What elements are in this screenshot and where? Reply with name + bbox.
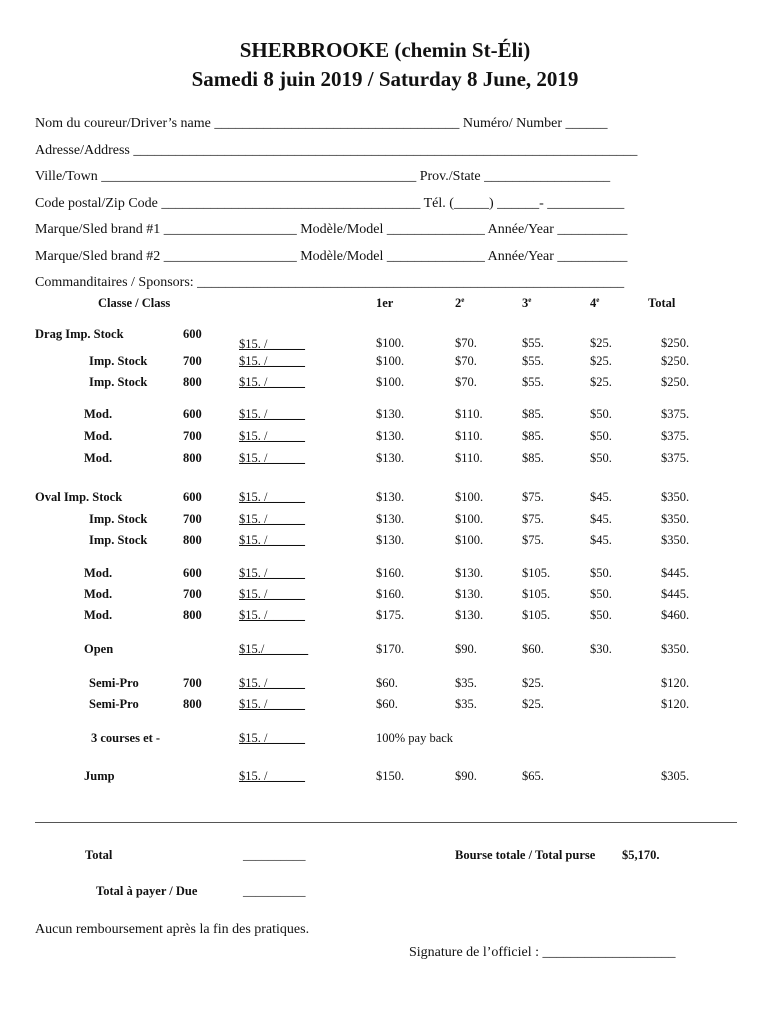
row-total: $445. (661, 587, 690, 601)
engine-size: 700 (183, 429, 202, 443)
total-field[interactable]: __________ (243, 848, 306, 862)
engine-size: 700 (183, 587, 202, 601)
engine-size: 800 (183, 697, 202, 711)
third-place-header: 3e (522, 296, 532, 311)
engine-size: 800 (183, 608, 202, 622)
prize-2: $130. (455, 566, 484, 580)
prize-4: $25. (590, 354, 612, 368)
total-purse-value: $5,170. (622, 848, 660, 862)
prize-2: $110. (455, 429, 483, 443)
fourth-place-header: 4e (590, 296, 600, 311)
official-signature-field[interactable]: Signature de l’officiel : ___________________ (409, 945, 676, 960)
prize-2: $70. (455, 375, 477, 389)
prize-4: $25. (590, 336, 612, 350)
prize-2: $100. (455, 512, 484, 526)
prize-3: $75. (522, 533, 544, 547)
prize-2: $110. (455, 451, 483, 465)
prize-2: $70. (455, 336, 477, 350)
prize-1: $130. (376, 429, 405, 443)
row-total: $250. (661, 375, 690, 389)
entry-fee-field[interactable]: $15. /______ (239, 731, 305, 745)
prize-3: $85. (522, 429, 544, 443)
class-label: Semi-Pro (89, 697, 139, 711)
prize-3: $55. (522, 336, 544, 350)
prize-4: $50. (590, 608, 612, 622)
prize-3: $105. (522, 608, 551, 622)
engine-size: 600 (183, 327, 202, 341)
address-field[interactable]: Adresse/Address ________________________________________________________________________ (35, 143, 638, 158)
entry-fee-field[interactable]: $15. /______ (239, 608, 305, 622)
prize-1: $130. (376, 490, 405, 504)
class-label: Open (84, 642, 114, 656)
prize-4: $25. (590, 375, 612, 389)
class-label: Mod. (84, 407, 113, 421)
engine-size: 800 (183, 375, 202, 389)
prize-1: $130. (376, 512, 405, 526)
postal-phone-field[interactable]: Code postal/Zip Code _____________________________________ Tél. (_____) ______- ___________ (35, 196, 625, 211)
prize-2: $90. (455, 769, 477, 783)
total-label: Total (85, 848, 113, 862)
prize-3: $25. (522, 697, 544, 711)
prize-4: $45. (590, 490, 612, 504)
prize-1: $160. (376, 566, 405, 580)
prize-4: $45. (590, 533, 612, 547)
prize-3: $105. (522, 587, 551, 601)
entry-fee-field[interactable]: $15. /______ (239, 375, 305, 389)
engine-size: 800 (183, 451, 202, 465)
row-total: $350. (661, 490, 690, 504)
prize-3: $25. (522, 676, 544, 690)
row-total: $120. (661, 676, 690, 690)
row-total: $375. (661, 407, 690, 421)
entry-fee-field[interactable]: $15. /______ (239, 429, 305, 443)
prize-3: $85. (522, 407, 544, 421)
entry-fee-field[interactable]: $15. /______ (239, 407, 305, 421)
prize-1: $170. (376, 642, 405, 656)
prize-1: $160. (376, 587, 405, 601)
class-label: 3 courses et - (91, 731, 161, 745)
amount-due-label: Total à payer / Due (96, 884, 198, 898)
prize-3: $75. (522, 512, 544, 526)
class-label: Jump (84, 769, 115, 783)
sled-brand-1-field[interactable]: Marque/Sled brand #1 ___________________ Modèle/Model ______________ Année/Year __________ (35, 222, 628, 237)
row-total: $350. (661, 533, 690, 547)
engine-size: 700 (183, 512, 202, 526)
prize-1: $60. (376, 676, 398, 690)
entry-fee-field[interactable]: $15. /______ (239, 697, 305, 711)
engine-size: 800 (183, 533, 202, 547)
prize-2: $130. (455, 608, 484, 622)
entry-fee-field[interactable]: $15. /______ (239, 490, 305, 504)
prize-2: $35. (455, 676, 477, 690)
amount-due-field[interactable]: __________ (243, 884, 306, 898)
prize-1: $130. (376, 451, 405, 465)
entry-fee-field[interactable]: $15. /______ (239, 354, 305, 368)
row-total: $305. (661, 769, 690, 783)
refund-policy: Aucun remboursement après la fin des pratiques. (35, 922, 310, 937)
row-total: $375. (661, 429, 690, 443)
prize-4: $50. (590, 566, 612, 580)
page-title: SHERBROOKE (chemin St-Éli) (239, 38, 531, 62)
class-header: Classe / Class (98, 296, 171, 310)
engine-size: 700 (183, 354, 202, 368)
first-place-header: 1er (376, 296, 394, 310)
sled-brand-2-field[interactable]: Marque/Sled brand #2 ___________________ Modèle/Model ______________ Année/Year __________ (35, 249, 628, 264)
entry-fee-field[interactable]: $15. /______ (239, 566, 305, 580)
prize-2: $110. (455, 407, 483, 421)
second-place-header: 2e (455, 296, 465, 311)
prize-1: $175. (376, 608, 405, 622)
prize-2: $70. (455, 354, 477, 368)
entry-fee-field[interactable]: $15. /______ (239, 676, 305, 690)
entry-fee-field[interactable]: $15. /______ (239, 533, 305, 547)
prize-4: $50. (590, 407, 612, 421)
class-label: Imp. Stock (89, 533, 148, 547)
prize-1: $100. (376, 354, 405, 368)
prize-3: $85. (522, 451, 544, 465)
row-total: $350. (661, 642, 690, 656)
prize-1: $100. (376, 375, 405, 389)
prize-2: $90. (455, 642, 477, 656)
prize-2: $100. (455, 490, 484, 504)
prize-2: $100. (455, 533, 484, 547)
prize-4: $50. (590, 587, 612, 601)
entry-fee-field[interactable]: $15. /______ (239, 769, 305, 783)
pay-back-note: 100% pay back (376, 731, 454, 745)
row-total: $375. (661, 451, 690, 465)
class-label: Semi-Pro (89, 676, 139, 690)
prize-1: $100. (376, 336, 405, 350)
total-purse-label: Bourse totale / Total purse (455, 848, 596, 862)
row-total: $445. (661, 566, 690, 580)
prize-4: $30. (590, 642, 612, 656)
prize-4: $45. (590, 512, 612, 526)
driver-name-field[interactable]: Nom du coureur/Driver’s name ___________________________________ Numéro/ Number ______ (35, 116, 608, 131)
prize-3: $65. (522, 769, 544, 783)
row-total: $250. (661, 354, 690, 368)
row-total: $250. (661, 336, 690, 350)
engine-size: 600 (183, 566, 202, 580)
prize-3: $55. (522, 375, 544, 389)
class-label: Imp. Stock (89, 375, 148, 389)
entry-fee-field[interactable]: $15. /______ (239, 337, 305, 351)
engine-size: 600 (183, 490, 202, 504)
entry-fee-field[interactable]: $15. /______ (239, 512, 305, 526)
prize-4: $50. (590, 429, 612, 443)
prize-1: $130. (376, 407, 405, 421)
page-subtitle-date: Samedi 8 juin 2019 / Saturday 8 June, 2019 (191, 67, 579, 91)
prize-1: $130. (376, 533, 405, 547)
prize-3: $55. (522, 354, 544, 368)
class-label: Drag Imp. Stock (35, 327, 124, 341)
class-label: Imp. Stock (89, 512, 148, 526)
prize-3: $105. (522, 566, 551, 580)
prize-1: $60. (376, 697, 398, 711)
entry-fee-field[interactable]: $15./_______ (239, 642, 309, 656)
total-header: Total (648, 296, 676, 310)
prize-3: $60. (522, 642, 544, 656)
prize-1: $150. (376, 769, 405, 783)
city-state-field[interactable]: Ville/Town _____________________________________________ Prov./State __________________ (35, 169, 611, 184)
class-label: Mod. (84, 451, 113, 465)
row-total: $350. (661, 512, 690, 526)
class-label: Mod. (84, 566, 113, 580)
section-divider (35, 822, 737, 823)
class-label: Oval Imp. Stock (35, 490, 123, 504)
prize-2: $35. (455, 697, 477, 711)
prize-2: $130. (455, 587, 484, 601)
entry-fee-field[interactable]: $15. /______ (239, 451, 305, 465)
row-total: $460. (661, 608, 690, 622)
class-label: Mod. (84, 608, 113, 622)
row-total: $120. (661, 697, 690, 711)
entry-fee-field[interactable]: $15. /______ (239, 587, 305, 601)
engine-size: 600 (183, 407, 202, 421)
class-label: Imp. Stock (89, 354, 148, 368)
prize-4: $50. (590, 451, 612, 465)
class-label: Mod. (84, 429, 113, 443)
sponsors-field[interactable]: Commanditaires / Sponsors: _____________________________________________________________ (35, 275, 625, 290)
prize-3: $75. (522, 490, 544, 504)
class-label: Mod. (84, 587, 113, 601)
engine-size: 700 (183, 676, 202, 690)
